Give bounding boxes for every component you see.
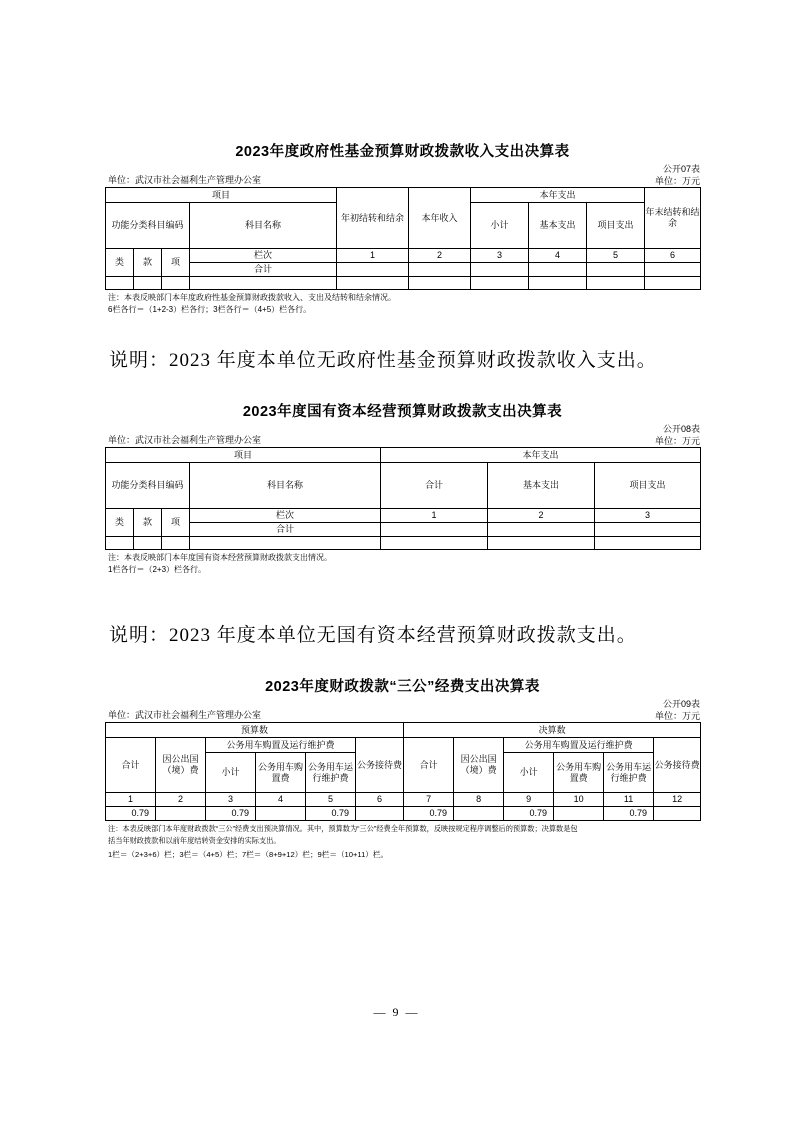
table2-empty-value-3	[595, 537, 701, 550]
table1-header-group-row	[106, 188, 701, 203]
table3-mid-group-row	[106, 738, 701, 753]
table3-final-header-vehicle-purchase: 公务用车购置费	[554, 753, 604, 793]
page-number: — 9 —	[373, 1005, 420, 1019]
table1-colnum-5: 5	[587, 249, 645, 263]
table3-final-header-reception: 公务接待费	[654, 738, 701, 793]
table3-title: 2023年度财政拨款“三公”经费支出决算表	[265, 679, 540, 695]
table3-budget-header-reception: 公务接待费	[356, 738, 404, 793]
table2-header-year-expense-group: 本年支出	[381, 448, 701, 463]
table3-value-5: 0.79	[306, 807, 356, 821]
table2-unit-label: 单位：武汉市社会福利生产管理办公室	[108, 435, 262, 445]
table1-header-class: 类	[106, 249, 134, 277]
table3-unit-label: 单位：武汉市社会福利生产管理办公室	[108, 710, 262, 720]
table2-row-label-column-index: 栏次	[190, 509, 381, 523]
table1-header-year-income: 本年收入	[409, 188, 471, 249]
table1-empty-value-5	[587, 277, 645, 290]
table1-empty-subject	[190, 277, 337, 290]
table3-colnum-8: 8	[454, 793, 504, 807]
table1-empty-value-1	[337, 277, 409, 290]
table1-amount-unit: 单位：万元	[654, 176, 700, 186]
table2-empty-item	[162, 537, 190, 550]
table3-colnum-3: 3	[206, 793, 256, 807]
table1-colnum-4: 4	[529, 249, 587, 263]
table2-header-group-row	[106, 448, 701, 463]
table3-colnum-12: 12	[654, 793, 701, 807]
table3-note-2: 括当年财政拨款和以前年度结转资金安排的实际支出。	[108, 835, 281, 845]
table1-header-item: 项	[162, 249, 190, 277]
table1-total-value-4	[529, 263, 587, 277]
table3-colnum-10: 10	[554, 793, 604, 807]
table3-value-1: 0.79	[106, 807, 156, 821]
table3-value-2	[156, 807, 206, 821]
table1-colnum-2: 2	[409, 249, 471, 263]
table1-header-project-group: 项目	[106, 188, 337, 203]
table1-colnum-1: 1	[337, 249, 409, 263]
table2-empty-value-1	[381, 537, 488, 550]
table3-meta-right	[655, 698, 700, 722]
table3-final-header-vehicle-operation: 公务用车运行维护费	[604, 753, 654, 793]
table2-total-value-3	[595, 523, 701, 537]
table1-header-begin-balance: 年初结转和结余	[337, 188, 409, 249]
table3-three-public-expenses	[105, 722, 701, 821]
table3-value-11: 0.79	[604, 807, 654, 821]
table1-empty-section	[134, 277, 162, 290]
table3-final-header-abroad: 因公出国（境）费	[454, 738, 504, 793]
table1-empty-class	[106, 277, 134, 290]
table1-header-project-expense: 项目支出	[587, 203, 645, 249]
table2-header-subject-name: 科目名称	[190, 463, 381, 509]
table2-header-basic-expense: 基本支出	[488, 463, 595, 509]
table1-colnum-6: 6	[645, 249, 701, 263]
table1-colnum-3: 3	[471, 249, 529, 263]
table3-value-8	[454, 807, 504, 821]
table1-empty-value-6	[645, 277, 701, 290]
table2-header-section: 款	[134, 509, 162, 537]
table1-empty-row	[106, 277, 701, 290]
table1-empty-value-3	[471, 277, 529, 290]
table1-total-value-5	[587, 263, 645, 277]
table2-empty-class	[106, 537, 134, 550]
table2-header-class: 类	[106, 509, 134, 537]
table1-header-section: 款	[134, 249, 162, 277]
table2-empty-value-2	[488, 537, 595, 550]
table2-header-func-class-code: 功能分类科目编码	[106, 463, 190, 509]
table3-header-final-group: 决算数	[404, 723, 701, 738]
table1-row-label-column-index: 栏次	[190, 249, 337, 263]
table3-value-3: 0.79	[206, 807, 256, 821]
table3-budget-header-subtotal: 小计	[206, 753, 256, 793]
table2-column-index-row	[106, 509, 701, 523]
table1-header-func-class-code: 功能分类科目编码	[106, 203, 190, 249]
table1-column-index-row	[106, 249, 701, 263]
table3-column-index-row	[106, 793, 701, 807]
table3-meta	[105, 696, 700, 722]
table3-colnum-9: 9	[504, 793, 554, 807]
table2-header-project-group: 项目	[106, 448, 381, 463]
table1-empty-value-2	[409, 277, 471, 290]
table2-row-label-total: 合计	[190, 523, 381, 537]
table2-total-row	[106, 523, 701, 537]
table3-budget-header-total: 合计	[106, 738, 156, 793]
table1-header-subtotal: 小计	[471, 203, 529, 249]
table2-total-value-2	[488, 523, 595, 537]
table2-colnum-3: 3	[595, 509, 701, 523]
table3-note-1: 注：本表反映部门本年度财政拨款“三公”经费支出预决算情况。其中，预算数为“三公”经费全年预算数，反映按规定程序调整后的预算数；决算数是包	[108, 824, 578, 833]
table1-note-2: 6栏各行＝（1+2-3）栏各行；3栏各行＝（4+5）栏各行。	[108, 304, 312, 314]
section-government-fund-budget	[105, 140, 700, 315]
table3-final-header-vehicle-group: 公务用车购置及运行维护费	[504, 738, 654, 753]
table2-amount-unit: 单位：万元	[654, 436, 700, 446]
table2-state-capital	[105, 447, 701, 550]
table1-meta	[105, 161, 700, 187]
table3-notes	[105, 823, 700, 861]
table1-government-fund	[105, 187, 701, 290]
table3-value-9: 0.79	[504, 807, 554, 821]
table2-header-item: 项	[162, 509, 190, 537]
table1-meta-right	[655, 163, 700, 187]
section-state-capital-budget	[105, 400, 700, 575]
table2-header-total: 合计	[381, 463, 488, 509]
table3-value-12	[654, 807, 701, 821]
table3-note-3: 1栏＝（2+3+6）栏；3栏＝（4+5）栏；7栏＝（8+9+12）栏；9栏＝（10+11）栏。	[108, 850, 389, 859]
table1-header-subject-name: 科目名称	[190, 203, 337, 249]
table2-notes	[105, 552, 700, 575]
table3-value-7: 0.79	[404, 807, 454, 821]
table3-colnum-7: 7	[404, 793, 454, 807]
table2-header-sub-row	[106, 463, 701, 509]
table2-total-value-1	[381, 523, 488, 537]
table1-empty-item	[162, 277, 190, 290]
table1-form-code: 公开07表	[662, 164, 700, 174]
table3-budget-header-vehicle-operation: 公务用车运行维护费	[306, 753, 356, 793]
table3-colnum-11: 11	[604, 793, 654, 807]
table1-title: 2023年度政府性基金预算财政拨款收入支出决算表	[235, 144, 570, 160]
table1-row-label-total: 合计	[190, 263, 337, 277]
section-three-public-expenses	[105, 675, 700, 861]
table3-colnum-6: 6	[356, 793, 404, 807]
table2-colnum-2: 2	[488, 509, 595, 523]
table3-form-code: 公开09表	[662, 699, 700, 709]
table3-budget-header-vehicle-group: 公务用车购置及运行维护费	[206, 738, 356, 753]
table3-final-header-total: 合计	[404, 738, 454, 793]
table3-amount-unit: 单位：万元	[654, 711, 700, 721]
table3-budget-header-vehicle-purchase: 公务用车购置费	[256, 753, 306, 793]
table1-total-value-2	[409, 263, 471, 277]
table3-colnum-1: 1	[106, 793, 156, 807]
table3-budget-header-abroad: 因公出国（境）费	[156, 738, 206, 793]
table1-header-basic-expense: 基本支出	[529, 203, 587, 249]
table2-note-2: 1栏各行＝（2+3）栏各行。	[108, 564, 207, 574]
table1-header-year-expense-group: 本年支出	[471, 188, 645, 203]
table3-colnum-2: 2	[156, 793, 206, 807]
table1-unit-label: 单位：武汉市社会福利生产管理办公室	[108, 175, 262, 185]
table3-colnum-4: 4	[256, 793, 306, 807]
table3-value-10	[554, 807, 604, 821]
table2-header-project-expense: 项目支出	[595, 463, 701, 509]
table2-empty-row	[106, 537, 701, 550]
table1-notes	[105, 292, 700, 315]
section1-statement: 说明：2023 年度本单位无政府性基金预算财政拨款收入支出。	[109, 350, 657, 371]
table3-value-6	[356, 807, 404, 821]
table1-total-row	[106, 263, 701, 277]
table1-empty-value-4	[529, 277, 587, 290]
table3-value-4	[256, 807, 306, 821]
table2-colnum-1: 1	[381, 509, 488, 523]
table1-note-1: 注：本表反映部门本年度政府性基金预算财政拨款收入、支出及结转和结余情况。	[108, 293, 396, 302]
table3-header-budget-group: 预算数	[106, 723, 404, 738]
table2-meta-right	[655, 423, 700, 447]
table2-form-code: 公开08表	[662, 424, 700, 434]
table2-empty-subject	[190, 537, 381, 550]
table1-total-value-1	[337, 263, 409, 277]
table3-final-header-subtotal: 小计	[504, 753, 554, 793]
section2-statement: 说明：2023 年度本单位无国有资本经营预算财政拨款支出。	[109, 625, 637, 646]
table3-top-group-row	[106, 723, 701, 738]
table2-empty-section	[134, 537, 162, 550]
table3-data-row	[106, 807, 701, 821]
table2-title: 2023年度国有资本经营预算财政拨款支出决算表	[242, 404, 563, 420]
table1-total-value-6	[645, 263, 701, 277]
table2-note-1: 注：本表反映部门本年度国有资本经营预算财政拨款支出情况。	[108, 553, 332, 562]
table2-meta	[105, 421, 700, 447]
table1-total-value-3	[471, 263, 529, 277]
table3-colnum-5: 5	[306, 793, 356, 807]
table1-header-end-balance: 年末结转和结余	[645, 188, 701, 249]
